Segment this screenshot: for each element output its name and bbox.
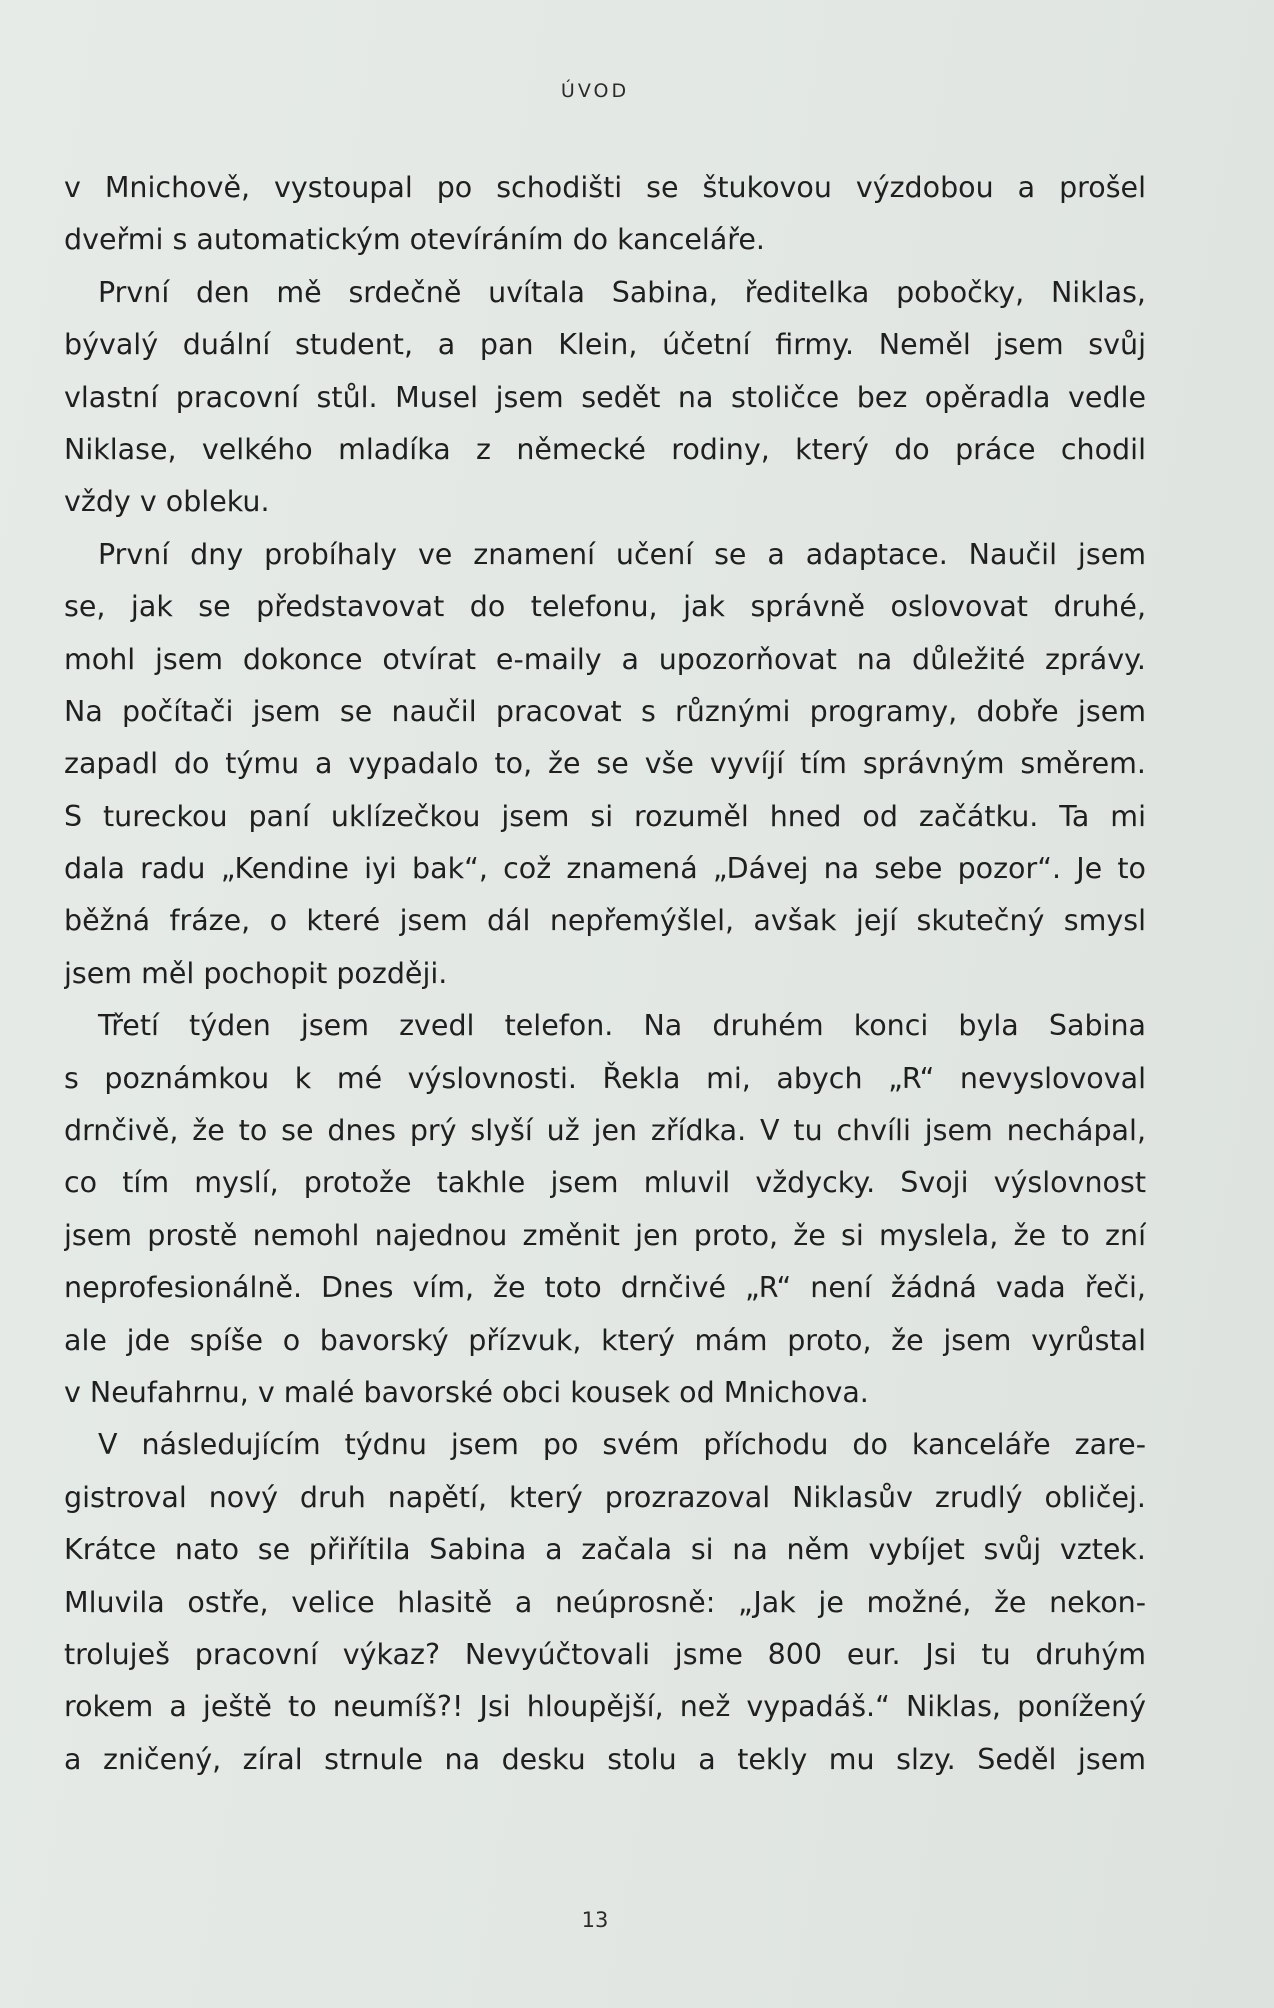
text-line: neprofesionálně. Dnes vím, že toto drnčivé „R“ není žádná vada řeči, [64, 1271, 1146, 1305]
text-line: dveřmi s automatickým otevíráním do kanceláře. [64, 223, 765, 257]
text-line: vždy v obleku. [64, 485, 270, 519]
body-text [64, 162, 1146, 1786]
text-line: co tím myslí, protože takhle jsem mluvil vždycky. Svoji výslovnost [64, 1166, 1146, 1200]
running-header: ÚVOD [560, 80, 630, 102]
text-line: S tureckou paní uklízečkou jsem si rozuměl hned od začátku. Ta mi [64, 799, 1146, 833]
text-line: gistroval nový druh napětí, který prozrazoval Niklasův zrudlý obličej. [64, 1480, 1146, 1514]
text-line: mohl jsem dokonce otvírat e-maily a upozorňovat na důležité zprávy. [64, 642, 1146, 676]
page-number: 13 [581, 1908, 609, 1932]
text-line: První dny probíhaly ve znamení učení se a adaptace. Naučil jsem [98, 537, 1146, 571]
text-line: a zničený, zíral strnule na desku stolu a tekly mu slzy. Seděl jsem [64, 1742, 1146, 1776]
text-line: V následujícím týdnu jsem po svém příchodu do kanceláře zare- [98, 1428, 1146, 1462]
text-line: Niklase, velkého mladíka z německé rodiny, který do práce chodil [64, 432, 1146, 466]
text-line: Třetí týden jsem zvedl telefon. Na druhém konci byla Sabina [98, 1009, 1146, 1043]
text-line: v Mnichově, vystoupal po schodišti se štukovou výzdobou a prošel [64, 171, 1146, 204]
text-line: Na počítači jsem se naučil pracovat s různými programy, dobře jsem [64, 694, 1146, 728]
text-line: vlastní pracovní stůl. Musel jsem sedět na stoličce bez opěradla vedle [64, 380, 1146, 414]
text-line: bývalý duální student, a pan Klein, účetní firmy. Neměl jsem svůj [64, 328, 1146, 362]
text-line: drnčivě, že to se dnes prý slyší už jen zřídka. V tu chvíli jsem nechápal, [64, 1114, 1146, 1148]
text-line: se, jak se představovat do telefonu, jak správně oslovovat druhé, [64, 590, 1146, 624]
text-line: rokem a ještě to neumíš?! Jsi hloupější, než vypadáš.“ Niklas, ponížený [64, 1690, 1146, 1724]
text-line: běžná fráze, o které jsem dál nepřemýšlel, avšak její skutečný smysl [64, 904, 1146, 938]
text-line: v Neufahrnu, v malé bavorské obci kousek od Mnichova. [64, 1375, 869, 1409]
text-line: zapadl do týmu a vypadalo to, že se vše vyvíjí tím správným směrem. [64, 747, 1146, 781]
text-line: Mluvila ostře, velice hlasitě a neúprosně: „Jak je možné, že nekon- [64, 1585, 1146, 1619]
text-line: První den mě srdečně uvítala Sabina, ředitelka pobočky, Niklas, [98, 275, 1146, 309]
text-line: jsem měl pochopit později. [64, 956, 448, 990]
text-line: jsem prostě nemohl najednou změnit jen proto, že si myslela, že to zní [64, 1218, 1146, 1252]
text-line: Krátce nato se přiřítila Sabina a začala si na něm vybíjet svůj vztek. [64, 1533, 1146, 1567]
text-line: troluješ pracovní výkaz? Nevyúčtovali jsme 800 eur. Jsi tu druhým [64, 1637, 1146, 1671]
text-line: ale jde spíše o bavorský přízvuk, který mám proto, že jsem vyrůstal [64, 1323, 1146, 1357]
text-line: dala radu „Kendine iyi bak“, což znamená „Dávej na sebe pozor“. Je to [64, 852, 1146, 886]
text-line: s poznámkou k mé výslovnosti. Řekla mi, abych „R“ nevyslovoval [64, 1061, 1146, 1095]
